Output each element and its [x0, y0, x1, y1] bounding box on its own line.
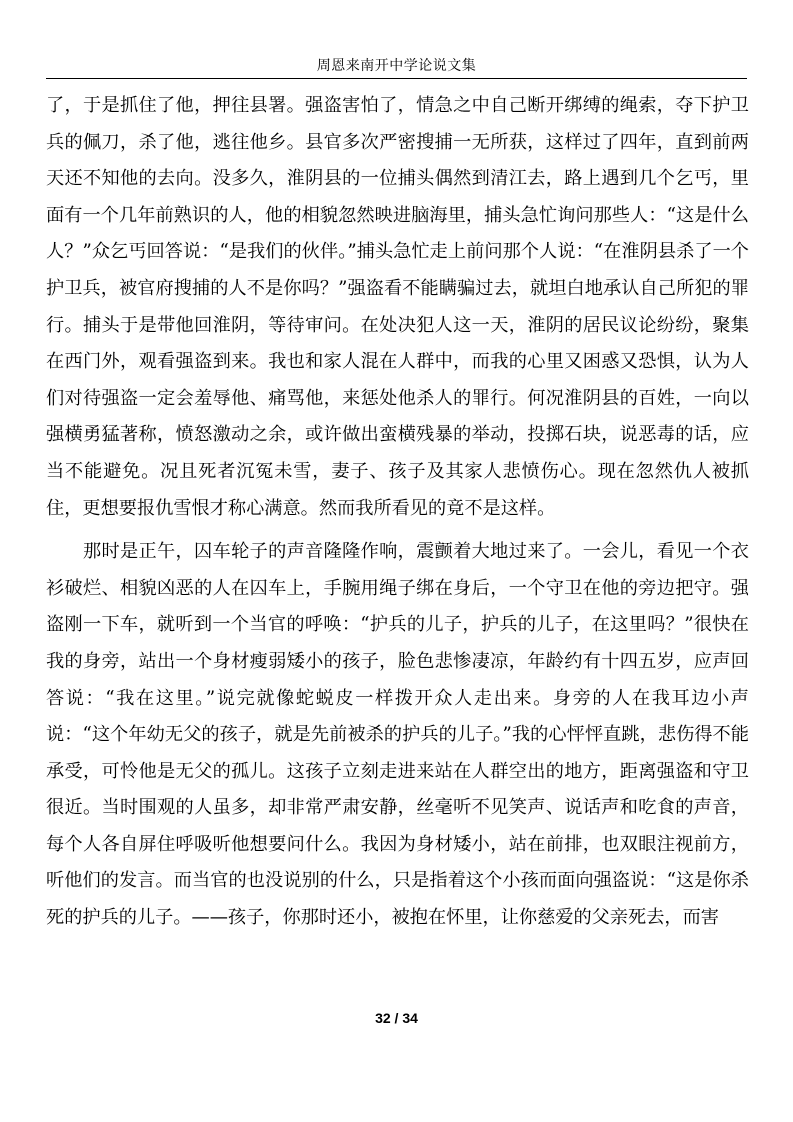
paragraph-continued: 了，于是抓住了他，押往县署。强盗害怕了，情急之中自己断开绑缚的绳索，夺下护卫兵的佩刀，杀了他，逃往他乡。县官多次严密搜捕一无所获，这样过了四年，直到前两天还不知他的去向。没多久，淮阴县的一位捕头偶然到清江去，路上遇到几个乞丐，里面有一个几年前熟识的人，他的相貌忽然映进脑海里，捕头急忙询问那些人：“这是什么人？”众乞丐回答说：“是我们的伙伴。”捕头急忙走上前问那个人说：“在淮阴县杀了一个护卫兵，被官府搜捕的人不是你吗？”强盗看不能瞒骗过去，就坦白地承认自己所犯的罪行。捕头于是带他回淮阴，等待审问。在处决犯人这一天，淮阴的居民议论纷纷，聚集在西门外，观看强盗到来。我也和家人混在人群中，而我的心里又困惑又恐惧，认为人们对待强盗一定会羞辱他、痛骂他，来惩处他杀人的罪行。何况淮阴县的百姓，一向以强横勇猛著称，愤怒激动之余，或许做出蛮横残暴的举动，投掷石块，说恶毒的话，应当不能避免。况且死者沉冤未雪，妻子、孩子及其家人悲愤伤心。现在忽然仇人被抓住，更想要报仇雪恨才称心满意。然而我所看见的竟不是这样。: [46, 95, 749, 519]
page-separator: /: [394, 1010, 399, 1026]
document-title: 周恩来南开中学论说文集: [316, 58, 477, 74]
paragraph: 那时是正午，囚车轮子的声音隆隆作响，震颤着大地过来了。一会儿，看见一个衣衫破烂、相貌凶恶的人在囚车上，手腕用绳子绑在身后，一个守卫在他的旁边把守。强盗刚一下车，就听到一个当官的呼唤：“护兵的儿子，护兵的儿子，在这里吗？”很快在我的身旁，站出一个身材瘦弱矮小的孩子，脸色悲惨凄凉，年龄约有十四五岁，应声回答说：“我在这里。”说完就像蛇蜕皮一样拨开众人走出来。身旁的人在我耳边小声说：“这个年幼无父的孩子，就是先前被杀的护兵的儿子。”我的心怦怦直跳，悲伤得不能承受，可怜他是无父的孤儿。这孩子立刻走进来站在人群空出的地方，距离强盗和守卫很近。当时围观的人虽多，却非常严肃安静，丝毫听不见笑声、说话声和吃食的声音，每个人各自屏住呼吸听他想要问什么。我因为身材矮小，站在前排，也双眼注视前方，听他们的发言。而当官的也没说别的什么，只是指着这个小孩而面向强盗说：“这是你杀死的护兵的儿子。——孩子，你那时还小，被抱在怀里，让你慈爱的父亲死去，而害: [46, 541, 749, 929]
page-header: [46, 52, 747, 79]
page-current: 32: [375, 1010, 391, 1026]
body-text: [46, 88, 749, 937]
page-total: 34: [402, 1010, 418, 1026]
page-number: [0, 1010, 793, 1026]
